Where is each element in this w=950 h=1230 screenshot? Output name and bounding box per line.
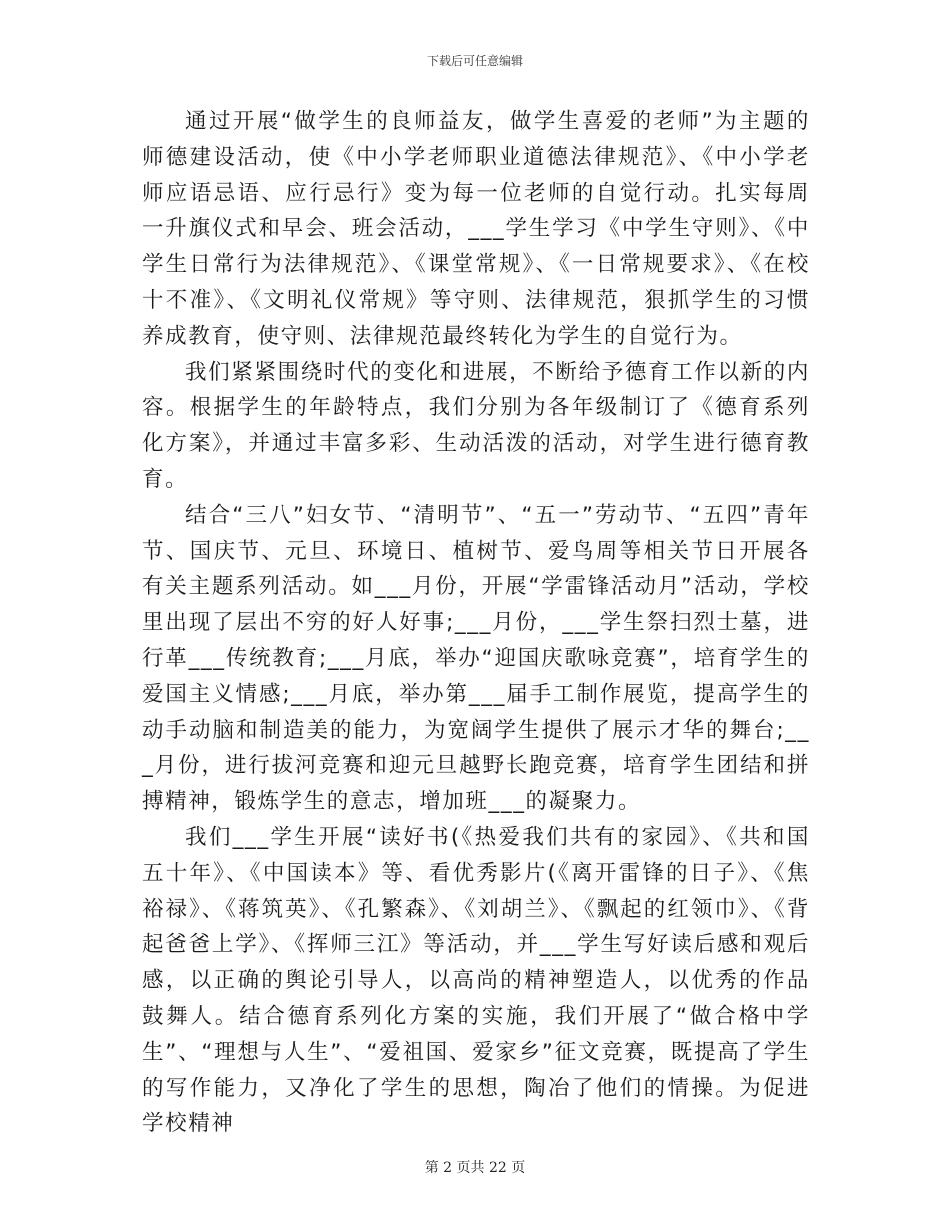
- paragraph-teacher-ethics: 通过开展“做学生的良师益友，做学生喜爱的老师”为主题的师德建设活动，使《中小学老师职业道德法律规范》、《中小学老师应语忌语、应行忌行》变为每一位老师的自觉行动。扎实每周一升旗仪式和早会、班会活动，___学生学习《中学生守则》、《中学生日常行为法律规范》、《课堂常规》、《一日常规要求》、《在校十不准》、《文明礼仪常规》等守则、法律规范，狠抓学生的习惯养成教育，使守则、法律规范最终转化为学生的自觉行为。: [142, 109, 810, 349]
- paragraph-reading-activities: 我们___学生开展“读好书(《热爱我们共有的家园》、《共和国五十年》、《中国读本》等、看优秀影片(《离开雷锋的日子》、《焦裕禄》、《蒋筑英》、《孔繁森》、《刘胡兰》、《飘起的红领巾》、《背起爸爸上学》、《挥师三江》等活动，并___学生写好读后感和观后感，以正确的舆论引导人，以高尚的精神塑造人，以优秀的作品鼓舞人。结合德育系列化方案的实施，我们开展了“做合格中学生”、“理想与人生”、“爱祖国、爱家乡”征文竞赛，既提高了学生的写作能力，又净化了学生的思想，陶冶了他们的情操。为促进学校精神: [142, 824, 810, 1137]
- paragraph-festival-activities: 结合“三八”妇女节、“清明节”、“五一”劳动节、“五四”青年节、国庆节、元旦、环境日、植树节、爱鸟周等相关节日开展各有关主题系列活动。如___月份，开展“学雷锋活动月”活动，学校里出现了层出不穷的好人好事;___月份，___学生祭扫烈士墓，进行革___传统教育;___月底，举办“迎国庆歌咏竞赛”，培育学生的爱国主义情感;___月底，举办第___届手工制作展览，提高学生的动手动脑和制造美的能力，为宽阔学生提供了展示才华的舞台;___月份，进行拔河竞赛和迎元旦越野长跑竞赛，培育学生团结和拼搏精神，锻炼学生的意志，增加班___的凝聚力。: [142, 502, 810, 815]
- document-body: [142, 104, 810, 1142]
- paragraph-moral-education-plan: 我们紧紧围绕时代的变化和进展，不断给予德育工作以新的内容。根据学生的年龄特点，我们分别为各年级制订了《德育系列化方案》，并通过丰富多彩、生动活泼的活动，对学生进行德育教育。: [142, 359, 810, 492]
- page-number: 第 2 页共 22 页: [424, 1160, 526, 1176]
- page-header: 下载后可任意编辑: [426, 54, 523, 68]
